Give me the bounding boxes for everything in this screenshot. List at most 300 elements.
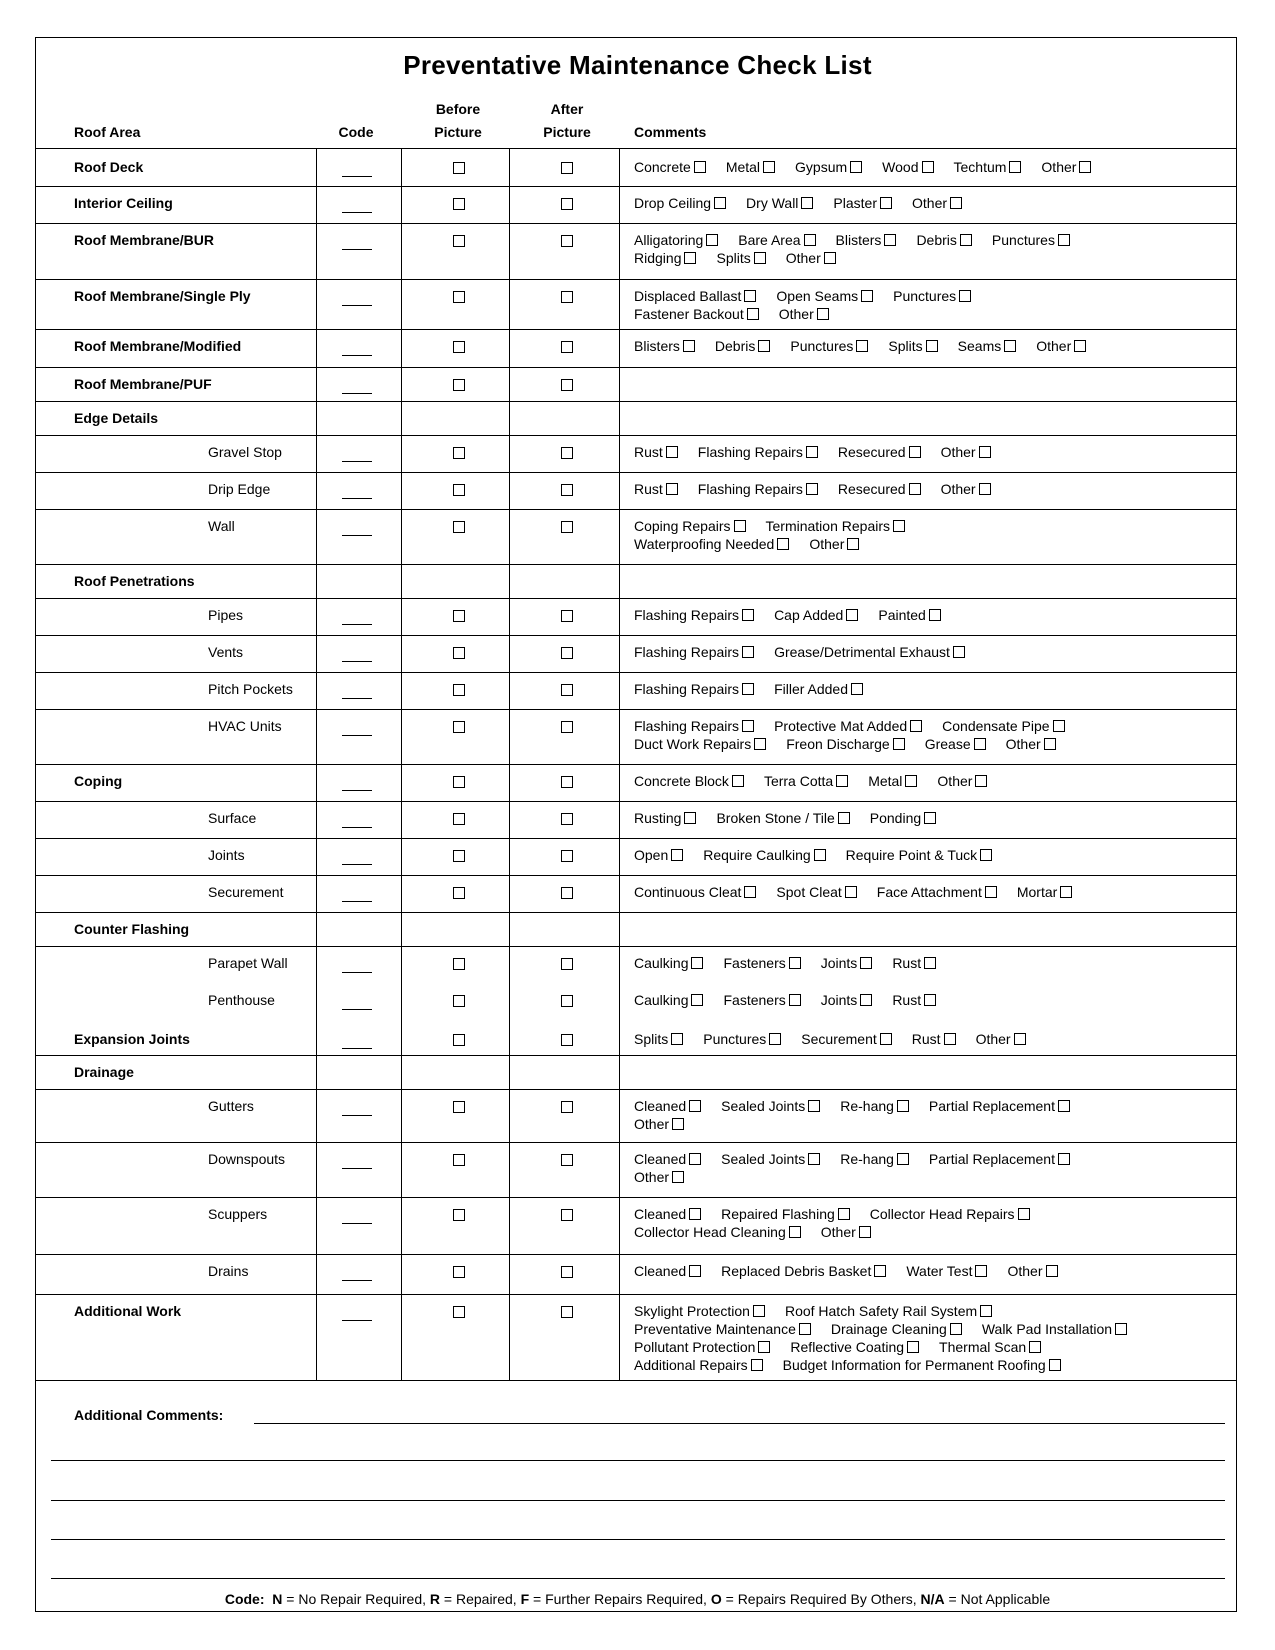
after-picture-checkbox-additional-work[interactable]	[561, 1306, 573, 1318]
after-picture-checkbox-gravel-stop[interactable]	[561, 447, 573, 459]
comment-option-checkbox[interactable]	[980, 1305, 992, 1317]
after-picture-checkbox-interior-ceiling[interactable]	[561, 198, 573, 210]
comment-option-checkbox[interactable]	[856, 340, 868, 352]
code-field-securement[interactable]	[342, 901, 372, 902]
comment-option-gypsum[interactable]	[795, 159, 862, 175]
comment-option-checkbox[interactable]	[950, 1323, 962, 1335]
comment-option-flashing-repairs[interactable]	[698, 444, 818, 460]
comment-option-flashing-repairs[interactable]	[698, 481, 818, 497]
comment-option-checkbox[interactable]	[769, 1033, 781, 1045]
comment-option-checkbox[interactable]	[893, 738, 905, 750]
comment-option-checkbox[interactable]	[1004, 340, 1016, 352]
after-picture-checkbox-hvac-units[interactable]	[561, 721, 573, 733]
comment-option-checkbox[interactable]	[806, 483, 818, 495]
comment-option-replaced-debris-basket[interactable]	[721, 1263, 886, 1279]
after-picture-checkbox-roof-membrane-modified[interactable]	[561, 341, 573, 353]
comment-option-seams[interactable]	[958, 338, 1017, 354]
comment-option-techtum[interactable]	[954, 159, 1022, 175]
comment-option-checkbox[interactable]	[846, 609, 858, 621]
comment-option-terra-cotta[interactable]	[764, 773, 848, 789]
comment-option-checkbox[interactable]	[959, 290, 971, 302]
code-field-drains[interactable]	[342, 1280, 372, 1281]
comment-option-checkbox[interactable]	[777, 538, 789, 550]
comment-line-1[interactable]	[254, 1423, 1225, 1424]
before-picture-checkbox-additional-work[interactable]	[453, 1306, 465, 1318]
comment-option-other[interactable]	[912, 195, 962, 211]
comment-option-checkbox[interactable]	[742, 720, 754, 732]
comment-option-checkbox[interactable]	[689, 1208, 701, 1220]
comment-option-checkbox[interactable]	[1058, 234, 1070, 246]
comment-option-checkbox[interactable]	[974, 738, 986, 750]
comment-option-checkbox[interactable]	[929, 609, 941, 621]
code-field-surface[interactable]	[342, 827, 372, 828]
comment-option-checkbox[interactable]	[1058, 1100, 1070, 1112]
comment-option-checkbox[interactable]	[694, 161, 706, 173]
code-field-joints[interactable]	[342, 864, 372, 865]
comment-option-other[interactable]	[779, 306, 829, 322]
code-field-scuppers[interactable]	[342, 1223, 372, 1224]
comment-option-checkbox[interactable]	[975, 1265, 987, 1277]
before-picture-checkbox-hvac-units[interactable]	[453, 721, 465, 733]
comment-option-checkbox[interactable]	[758, 1341, 770, 1353]
comment-option-spot-cleat[interactable]	[776, 884, 856, 900]
code-field-roof-membrane-modified[interactable]	[342, 355, 372, 356]
after-picture-checkbox-penthouse[interactable]	[561, 995, 573, 1007]
comment-option-checkbox[interactable]	[714, 197, 726, 209]
comment-option-splits[interactable]	[716, 250, 765, 266]
code-field-wall[interactable]	[342, 535, 372, 536]
comment-option-require-caulking[interactable]	[703, 847, 825, 863]
before-picture-checkbox-penthouse[interactable]	[453, 995, 465, 1007]
comment-option-face-attachment[interactable]	[877, 884, 997, 900]
comment-option-duct-work-repairs[interactable]	[634, 736, 766, 752]
comment-option-grease-detrimental-exhaust[interactable]	[774, 644, 965, 660]
before-picture-checkbox-wall[interactable]	[453, 521, 465, 533]
after-picture-checkbox-gutters[interactable]	[561, 1101, 573, 1113]
comment-option-other[interactable]	[809, 536, 859, 552]
code-field-parapet-wall[interactable]	[342, 972, 372, 973]
comment-option-broken-stone-tile[interactable]	[716, 810, 849, 826]
comment-option-rust[interactable]	[892, 992, 936, 1008]
comment-option-re-hang[interactable]	[840, 1151, 909, 1167]
comment-option-checkbox[interactable]	[924, 994, 936, 1006]
comment-option-cleaned[interactable]	[634, 1098, 701, 1114]
comment-option-checkbox[interactable]	[1060, 886, 1072, 898]
after-picture-checkbox-wall[interactable]	[561, 521, 573, 533]
comment-option-checkbox[interactable]	[1058, 1153, 1070, 1165]
comment-option-rust[interactable]	[912, 1031, 956, 1047]
comment-option-require-point-tuck[interactable]	[846, 847, 993, 863]
comment-option-checkbox[interactable]	[732, 775, 744, 787]
comment-option-rust[interactable]	[634, 481, 678, 497]
comment-option-freon-discharge[interactable]	[786, 736, 905, 752]
before-picture-checkbox-downspouts[interactable]	[453, 1154, 465, 1166]
code-field-additional-work[interactable]	[342, 1320, 372, 1321]
comment-option-checkbox[interactable]	[789, 994, 801, 1006]
before-picture-checkbox-pitch-pockets[interactable]	[453, 684, 465, 696]
before-picture-checkbox-pipes[interactable]	[453, 610, 465, 622]
comment-option-checkbox[interactable]	[905, 775, 917, 787]
comment-option-checkbox[interactable]	[758, 340, 770, 352]
comment-option-checkbox[interactable]	[763, 161, 775, 173]
comment-option-collector-head-cleaning[interactable]	[634, 1224, 801, 1240]
before-picture-checkbox-roof-membrane-puf[interactable]	[453, 379, 465, 391]
comment-option-checkbox[interactable]	[672, 1118, 684, 1130]
code-field-pitch-pockets[interactable]	[342, 698, 372, 699]
comment-option-splits[interactable]	[634, 1031, 683, 1047]
comment-option-other[interactable]	[786, 250, 836, 266]
comment-option-checkbox[interactable]	[1018, 1208, 1030, 1220]
comment-option-drainage-cleaning[interactable]	[831, 1321, 962, 1337]
comment-option-checkbox[interactable]	[824, 252, 836, 264]
comment-option-other[interactable]	[1007, 1263, 1057, 1279]
before-picture-checkbox-roof-membrane-bur[interactable]	[453, 235, 465, 247]
comment-option-cleaned[interactable]	[634, 1206, 701, 1222]
comment-option-reflective-coating[interactable]	[790, 1339, 919, 1355]
before-picture-checkbox-interior-ceiling[interactable]	[453, 198, 465, 210]
comment-option-concrete-block[interactable]	[634, 773, 744, 789]
comment-option-checkbox[interactable]	[897, 1153, 909, 1165]
comment-option-fasteners[interactable]	[723, 955, 800, 971]
comment-option-rusting[interactable]	[634, 810, 696, 826]
comment-option-checkbox[interactable]	[804, 234, 816, 246]
code-field-roof-deck[interactable]	[342, 176, 372, 177]
comment-option-mortar[interactable]	[1017, 884, 1072, 900]
after-picture-checkbox-pipes[interactable]	[561, 610, 573, 622]
comment-option-checkbox[interactable]	[744, 290, 756, 302]
comment-option-checkbox[interactable]	[850, 161, 862, 173]
comment-option-checkbox[interactable]	[897, 1100, 909, 1112]
comment-option-concrete[interactable]	[634, 159, 706, 175]
comment-option-punctures[interactable]	[790, 338, 868, 354]
after-picture-checkbox-pitch-pockets[interactable]	[561, 684, 573, 696]
before-picture-checkbox-gravel-stop[interactable]	[453, 447, 465, 459]
after-picture-checkbox-roof-deck[interactable]	[561, 162, 573, 174]
comment-option-checkbox[interactable]	[859, 1226, 871, 1238]
after-picture-checkbox-vents[interactable]	[561, 647, 573, 659]
comment-option-checkbox[interactable]	[789, 957, 801, 969]
comment-option-termination-repairs[interactable]	[766, 518, 906, 534]
comment-option-checkbox[interactable]	[907, 1341, 919, 1353]
comment-option-checkbox[interactable]	[860, 957, 872, 969]
comment-option-checkbox[interactable]	[979, 483, 991, 495]
comment-option-checkbox[interactable]	[706, 234, 718, 246]
comment-option-checkbox[interactable]	[744, 886, 756, 898]
before-picture-checkbox-roof-membrane-single-ply[interactable]	[453, 291, 465, 303]
comment-option-drop-ceiling[interactable]	[634, 195, 726, 211]
comment-option-cleaned[interactable]	[634, 1263, 701, 1279]
before-picture-checkbox-drip-edge[interactable]	[453, 484, 465, 496]
comment-option-cleaned[interactable]	[634, 1151, 701, 1167]
comment-option-checkbox[interactable]	[884, 234, 896, 246]
comment-option-checkbox[interactable]	[880, 1033, 892, 1045]
code-field-penthouse[interactable]	[342, 1009, 372, 1010]
comment-option-checkbox[interactable]	[880, 197, 892, 209]
comment-option-debris[interactable]	[916, 232, 971, 248]
comment-option-condensate-pipe[interactable]	[942, 718, 1064, 734]
comment-option-checkbox[interactable]	[1115, 1323, 1127, 1335]
comment-option-checkbox[interactable]	[1029, 1341, 1041, 1353]
comment-option-checkbox[interactable]	[799, 1323, 811, 1335]
comment-option-checkbox[interactable]	[808, 1100, 820, 1112]
comment-option-checkbox[interactable]	[754, 252, 766, 264]
comment-option-alligatoring[interactable]	[634, 232, 718, 248]
comment-option-fastener-backout[interactable]	[634, 306, 759, 322]
comment-option-checkbox[interactable]	[691, 957, 703, 969]
comment-option-checkbox[interactable]	[754, 738, 766, 750]
comment-option-checkbox[interactable]	[691, 994, 703, 1006]
comment-option-checkbox[interactable]	[1046, 1265, 1058, 1277]
comment-option-painted[interactable]	[878, 607, 940, 623]
comment-option-preventative-maintenance[interactable]	[634, 1321, 811, 1337]
code-field-gutters[interactable]	[342, 1115, 372, 1116]
comment-option-checkbox[interactable]	[684, 252, 696, 264]
comment-option-checkbox[interactable]	[874, 1265, 886, 1277]
comment-option-other[interactable]	[941, 481, 991, 497]
comment-option-checkbox[interactable]	[979, 446, 991, 458]
comment-option-resecured[interactable]	[838, 481, 921, 497]
comment-option-checkbox[interactable]	[922, 161, 934, 173]
comment-option-flashing-repairs[interactable]	[634, 681, 754, 697]
comment-option-wood[interactable]	[882, 159, 933, 175]
comment-option-cap-added[interactable]	[774, 607, 858, 623]
comment-option-grease[interactable]	[925, 736, 986, 752]
comment-option-checkbox[interactable]	[1049, 1359, 1061, 1371]
before-picture-checkbox-roof-membrane-modified[interactable]	[453, 341, 465, 353]
code-field-downspouts[interactable]	[342, 1168, 372, 1169]
comment-option-checkbox[interactable]	[960, 234, 972, 246]
after-picture-checkbox-expansion-joints[interactable]	[561, 1034, 573, 1046]
comment-option-other[interactable]	[976, 1031, 1026, 1047]
before-picture-checkbox-gutters[interactable]	[453, 1101, 465, 1113]
comment-option-coping-repairs[interactable]	[634, 518, 746, 534]
comment-option-checkbox[interactable]	[751, 1359, 763, 1371]
comment-option-sealed-joints[interactable]	[721, 1098, 820, 1114]
after-picture-checkbox-downspouts[interactable]	[561, 1154, 573, 1166]
comment-option-checkbox[interactable]	[980, 849, 992, 861]
comment-option-sealed-joints[interactable]	[721, 1151, 820, 1167]
comment-option-checkbox[interactable]	[742, 646, 754, 658]
comment-option-checkbox[interactable]	[838, 1208, 850, 1220]
comment-option-checkbox[interactable]	[953, 646, 965, 658]
comment-option-checkbox[interactable]	[838, 812, 850, 824]
comment-option-checkbox[interactable]	[1079, 161, 1091, 173]
after-picture-checkbox-joints[interactable]	[561, 850, 573, 862]
comment-option-thermal-scan[interactable]	[939, 1339, 1041, 1355]
comment-option-checkbox[interactable]	[847, 538, 859, 550]
after-picture-checkbox-roof-membrane-bur[interactable]	[561, 235, 573, 247]
comment-option-checkbox[interactable]	[1044, 738, 1056, 750]
comment-option-checkbox[interactable]	[950, 197, 962, 209]
comment-option-rust[interactable]	[634, 444, 678, 460]
comment-option-debris[interactable]	[715, 338, 770, 354]
comment-option-checkbox[interactable]	[671, 849, 683, 861]
comment-option-joints[interactable]	[821, 992, 873, 1008]
comment-option-other[interactable]	[1041, 159, 1091, 175]
code-field-expansion-joints[interactable]	[342, 1048, 372, 1049]
before-picture-checkbox-coping[interactable]	[453, 776, 465, 788]
comment-option-checkbox[interactable]	[666, 446, 678, 458]
comment-option-checkbox[interactable]	[1014, 1033, 1026, 1045]
comment-option-checkbox[interactable]	[683, 340, 695, 352]
comment-option-other[interactable]	[634, 1169, 684, 1185]
comment-option-checkbox[interactable]	[806, 446, 818, 458]
before-picture-checkbox-vents[interactable]	[453, 647, 465, 659]
code-field-vents[interactable]	[342, 661, 372, 662]
comment-option-waterproofing-needed[interactable]	[634, 536, 789, 552]
comment-option-water-test[interactable]	[906, 1263, 987, 1279]
comment-option-partial-replacement[interactable]	[929, 1151, 1070, 1167]
after-picture-checkbox-drip-edge[interactable]	[561, 484, 573, 496]
after-picture-checkbox-drains[interactable]	[561, 1266, 573, 1278]
comment-line-4[interactable]	[51, 1539, 1225, 1540]
comment-option-open[interactable]	[634, 847, 683, 863]
comment-option-checkbox[interactable]	[1074, 340, 1086, 352]
comment-option-metal[interactable]	[726, 159, 775, 175]
before-picture-checkbox-joints[interactable]	[453, 850, 465, 862]
comment-option-checkbox[interactable]	[1009, 161, 1021, 173]
comment-option-other[interactable]	[1006, 736, 1056, 752]
comment-option-checkbox[interactable]	[817, 308, 829, 320]
comment-option-checkbox[interactable]	[985, 886, 997, 898]
comment-option-ridging[interactable]	[634, 250, 696, 266]
code-field-coping[interactable]	[342, 790, 372, 791]
before-picture-checkbox-roof-deck[interactable]	[453, 162, 465, 174]
comment-line-3[interactable]	[51, 1500, 1225, 1501]
comment-line-2[interactable]	[51, 1460, 1225, 1461]
before-picture-checkbox-expansion-joints[interactable]	[453, 1034, 465, 1046]
comment-option-checkbox[interactable]	[944, 1033, 956, 1045]
comment-option-checkbox[interactable]	[689, 1265, 701, 1277]
comment-option-checkbox[interactable]	[672, 1171, 684, 1183]
comment-option-checkbox[interactable]	[860, 994, 872, 1006]
comment-option-other[interactable]	[821, 1224, 871, 1240]
comment-option-filler-added[interactable]	[774, 681, 863, 697]
comment-option-flashing-repairs[interactable]	[634, 644, 754, 660]
comment-option-checkbox[interactable]	[851, 683, 863, 695]
comment-option-checkbox[interactable]	[836, 775, 848, 787]
code-field-hvac-units[interactable]	[342, 735, 372, 736]
comment-option-checkbox[interactable]	[909, 483, 921, 495]
comment-option-additional-repairs[interactable]	[634, 1357, 763, 1373]
comment-option-rust[interactable]	[892, 955, 936, 971]
before-picture-checkbox-parapet-wall[interactable]	[453, 958, 465, 970]
comment-option-checkbox[interactable]	[684, 812, 696, 824]
comment-option-punctures[interactable]	[703, 1031, 781, 1047]
comment-line-5[interactable]	[51, 1578, 1225, 1579]
after-picture-checkbox-roof-membrane-single-ply[interactable]	[561, 291, 573, 303]
after-picture-checkbox-scuppers[interactable]	[561, 1209, 573, 1221]
comment-option-repaired-flashing[interactable]	[721, 1206, 850, 1222]
comment-option-metal[interactable]	[868, 773, 917, 789]
comment-option-checkbox[interactable]	[689, 1153, 701, 1165]
after-picture-checkbox-parapet-wall[interactable]	[561, 958, 573, 970]
comment-option-checkbox[interactable]	[893, 520, 905, 532]
comment-option-checkbox[interactable]	[689, 1100, 701, 1112]
after-picture-checkbox-surface[interactable]	[561, 813, 573, 825]
comment-option-checkbox[interactable]	[845, 886, 857, 898]
comment-option-re-hang[interactable]	[840, 1098, 909, 1114]
code-field-interior-ceiling[interactable]	[342, 212, 372, 213]
comment-option-checkbox[interactable]	[909, 446, 921, 458]
comment-option-resecured[interactable]	[838, 444, 921, 460]
comment-option-checkbox[interactable]	[1053, 720, 1065, 732]
comment-option-checkbox[interactable]	[734, 520, 746, 532]
comment-option-displaced-ballast[interactable]	[634, 288, 756, 304]
comment-option-pollutant-protection[interactable]	[634, 1339, 770, 1355]
code-field-roof-membrane-single-ply[interactable]	[342, 305, 372, 306]
comment-option-continuous-cleat[interactable]	[634, 884, 756, 900]
code-field-gravel-stop[interactable]	[342, 461, 372, 462]
comment-option-splits[interactable]	[888, 338, 937, 354]
comment-option-checkbox[interactable]	[926, 340, 938, 352]
before-picture-checkbox-securement[interactable]	[453, 887, 465, 899]
before-picture-checkbox-scuppers[interactable]	[453, 1209, 465, 1221]
comment-option-checkbox[interactable]	[671, 1033, 683, 1045]
comment-option-plaster[interactable]	[833, 195, 892, 211]
comment-option-other[interactable]	[634, 1116, 684, 1132]
comment-option-checkbox[interactable]	[789, 1226, 801, 1238]
comment-option-ponding[interactable]	[870, 810, 936, 826]
code-field-drip-edge[interactable]	[342, 498, 372, 499]
comment-option-other[interactable]	[941, 444, 991, 460]
comment-option-open-seams[interactable]	[776, 288, 873, 304]
comment-option-securement[interactable]	[801, 1031, 891, 1047]
comment-option-blisters[interactable]	[634, 338, 695, 354]
comment-option-checkbox[interactable]	[924, 957, 936, 969]
after-picture-checkbox-coping[interactable]	[561, 776, 573, 788]
comment-option-budget-information-for-permanent-roofing[interactable]	[783, 1357, 1061, 1373]
code-field-pipes[interactable]	[342, 624, 372, 625]
before-picture-checkbox-surface[interactable]	[453, 813, 465, 825]
comment-option-flashing-repairs[interactable]	[634, 607, 754, 623]
comment-option-blisters[interactable]	[836, 232, 897, 248]
comment-option-dry-wall[interactable]	[746, 195, 813, 211]
comment-option-collector-head-repairs[interactable]	[870, 1206, 1030, 1222]
code-field-roof-membrane-bur[interactable]	[342, 249, 372, 250]
comment-option-roof-hatch-safety-rail-system[interactable]	[785, 1303, 992, 1319]
after-picture-checkbox-roof-membrane-puf[interactable]	[561, 379, 573, 391]
comment-option-walk-pad-installation[interactable]	[982, 1321, 1127, 1337]
comment-option-checkbox[interactable]	[861, 290, 873, 302]
comment-option-punctures[interactable]	[992, 232, 1070, 248]
after-picture-checkbox-securement[interactable]	[561, 887, 573, 899]
comment-option-checkbox[interactable]	[753, 1305, 765, 1317]
comment-option-checkbox[interactable]	[742, 609, 754, 621]
comment-option-caulking[interactable]	[634, 992, 703, 1008]
comment-option-checkbox[interactable]	[910, 720, 922, 732]
comment-option-checkbox[interactable]	[808, 1153, 820, 1165]
comment-option-bare-area[interactable]	[738, 232, 815, 248]
comment-option-joints[interactable]	[821, 955, 873, 971]
comment-option-checkbox[interactable]	[801, 197, 813, 209]
comment-option-checkbox[interactable]	[975, 775, 987, 787]
comment-option-partial-replacement[interactable]	[929, 1098, 1070, 1114]
comment-option-fasteners[interactable]	[723, 992, 800, 1008]
comment-option-other[interactable]	[937, 773, 987, 789]
comment-option-skylight-protection[interactable]	[634, 1303, 765, 1319]
comment-option-other[interactable]	[1036, 338, 1086, 354]
comment-option-protective-mat-added[interactable]	[774, 718, 922, 734]
comment-option-checkbox[interactable]	[666, 483, 678, 495]
comment-option-checkbox[interactable]	[742, 683, 754, 695]
comment-option-flashing-repairs[interactable]	[634, 718, 754, 734]
comment-option-checkbox[interactable]	[814, 849, 826, 861]
code-field-roof-membrane-puf[interactable]	[342, 393, 372, 394]
comment-option-caulking[interactable]	[634, 955, 703, 971]
before-picture-checkbox-drains[interactable]	[453, 1266, 465, 1278]
comment-option-punctures[interactable]	[893, 288, 971, 304]
